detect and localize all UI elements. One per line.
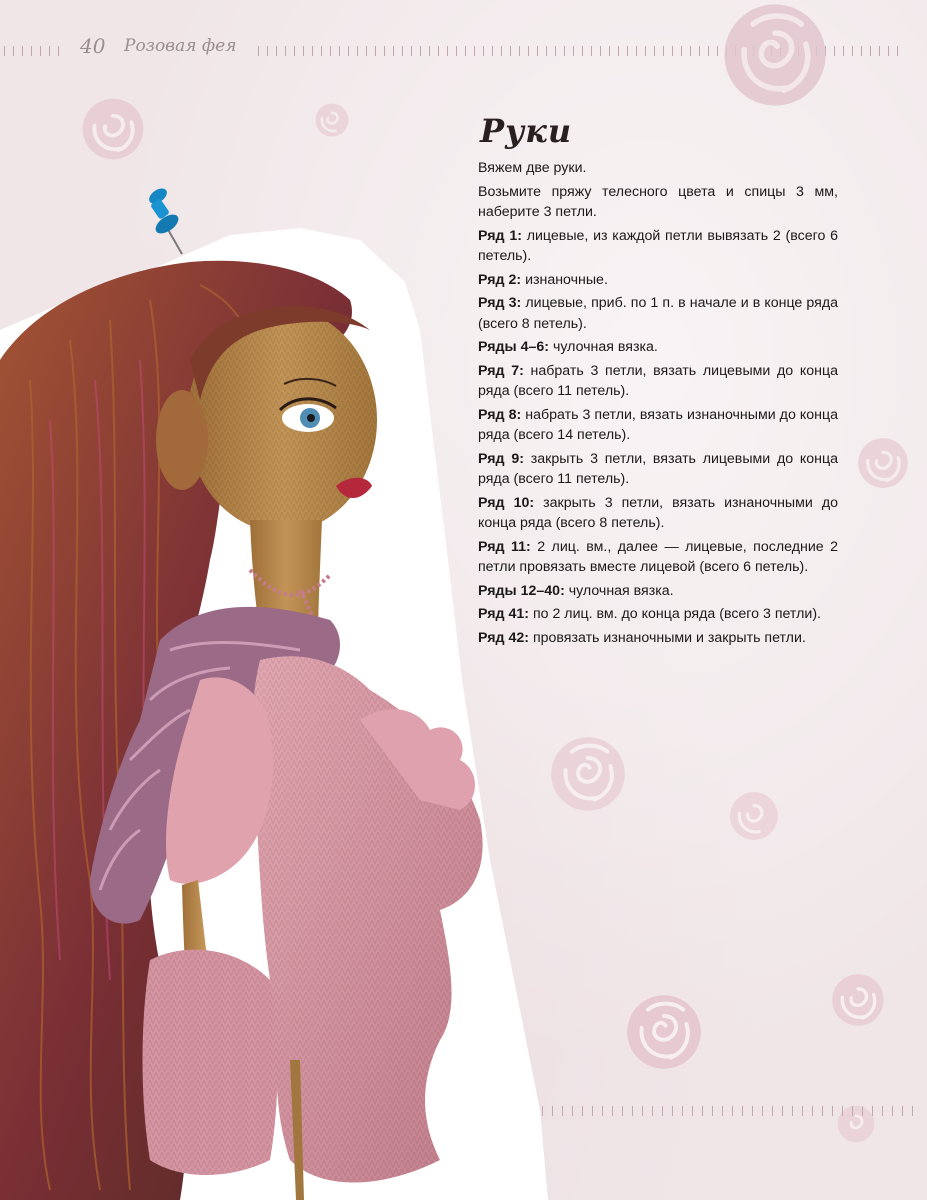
row-instruction <box>478 537 838 578</box>
page-number: 40 <box>80 34 106 58</box>
row-text: чулочная вязка. <box>564 582 674 599</box>
row-instruction <box>478 361 838 402</box>
row-text: 2 лиц. вм., далее — лицевые, последние 2 петли провязать вместе лицевой (всего 6 петель). <box>478 538 838 575</box>
row-instruction <box>478 405 838 446</box>
row-text: набрать 3 петли, вязать лицевыми до конца ряда (всего 11 петель). <box>478 362 838 399</box>
row-instruction <box>478 628 838 649</box>
row-label: Ряд 10: <box>478 494 535 511</box>
row-instruction <box>478 293 838 334</box>
intro-paragraph: Вяжем две руки. <box>478 160 587 176</box>
row-text: набрать 3 петли, вязать изнаночными до конца ряда (всего 14 петель). <box>478 406 838 443</box>
row-instruction <box>478 449 838 490</box>
row-text: лицевые, приб. по 1 п. в начале и в конце ряда (всего 8 петель). <box>478 295 838 332</box>
row-text: по 2 лиц. вм. до конца ряда (всего 3 петли). <box>529 606 821 622</box>
row-text: чулочная вязка. <box>549 339 658 355</box>
row-instruction <box>478 581 838 602</box>
instructions-column <box>478 112 838 651</box>
row-instruction <box>478 493 838 534</box>
row-label: Ряд 7: <box>478 362 524 379</box>
section-title: Руки <box>480 112 573 150</box>
pushpin-icon <box>146 185 182 254</box>
row-label: Ряд 1: <box>478 227 522 244</box>
row-label: Ряд 2: <box>478 271 522 288</box>
row-text: изнаночные. <box>521 271 608 288</box>
row-instruction <box>478 270 838 291</box>
row-text: закрыть 3 петли, вязать лицевыми до конца ряда (всего 11 петель). <box>478 450 839 487</box>
row-text: лицевые, из каждой петли вывязать 2 (всего 6 петель). <box>478 227 838 264</box>
row-label: Ряд 42: <box>478 629 530 646</box>
row-instruction <box>478 226 838 267</box>
row-label: Ряд 8: <box>478 406 522 423</box>
row-text: провязать изнаночными и закрыть петли. <box>529 629 806 646</box>
row-label: Ряд 11: <box>478 538 531 555</box>
intro-paragraph: Возьмите пряжу телесного цвета и спицы 3 мм, наберите 3 петли. <box>478 183 838 220</box>
row-label: Ряд 9: <box>478 450 524 467</box>
chapter-title: Розовая фея <box>124 36 237 56</box>
row-label: Ряд 41: <box>478 606 530 622</box>
row-text: закрыть 3 петли, вязать изнаночными до конца ряда (всего 8 петель). <box>478 494 838 531</box>
row-label: Ряд 3: <box>478 295 522 311</box>
row-instruction <box>478 604 838 625</box>
row-label: Ряды 4–6: <box>478 339 550 355</box>
row-instruction <box>478 337 838 358</box>
row-label: Ряды 12–40: <box>478 582 565 599</box>
